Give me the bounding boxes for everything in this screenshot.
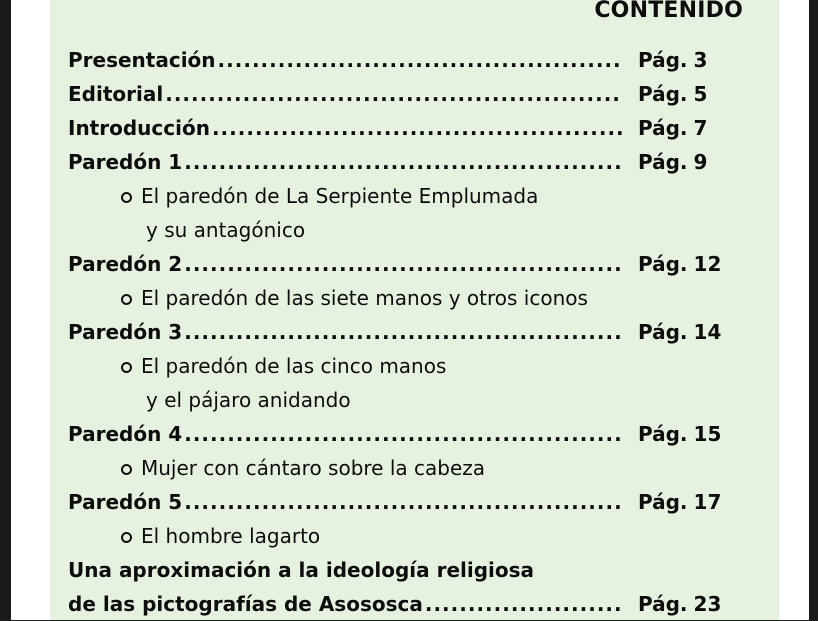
page-label: Pág. — [638, 150, 688, 174]
toc-entry — [68, 43, 728, 77]
dot-leader — [425, 587, 622, 621]
page-number: 5 — [693, 82, 708, 106]
toc-entry — [68, 587, 728, 621]
dot-leader — [165, 77, 622, 111]
page-reference — [624, 43, 728, 77]
page-label: Pág. — [638, 82, 688, 106]
circle-bullet-icon — [121, 362, 132, 373]
toc-entry-title: Presentación — [68, 48, 216, 72]
dot-leader — [184, 485, 622, 519]
toc-entry-title: Paredón 5 — [68, 490, 183, 514]
page-label: Pág. — [638, 490, 688, 514]
page-number: 3 — [693, 48, 708, 72]
circle-bullet-icon — [121, 294, 132, 305]
page-label: Pág. — [638, 592, 688, 616]
circle-bullet-icon — [121, 192, 132, 203]
toc-subentry-continuation: y el pájaro anidando — [146, 388, 351, 412]
page-label: Pág. — [638, 252, 688, 276]
page-label: Pág. — [638, 48, 688, 72]
page-reference — [624, 485, 728, 519]
toc-subentry-text: El paredón de las cinco manos — [141, 354, 447, 378]
toc-subentry-text: Mujer con cántaro sobre la cabeza — [141, 456, 486, 480]
page-number: 14 — [693, 320, 722, 344]
toc-subentry-text: El hombre lagarto — [141, 524, 321, 548]
toc-subentry — [68, 281, 728, 315]
page-number: 7 — [693, 116, 708, 140]
dot-leader — [212, 111, 622, 145]
page-reference — [624, 77, 728, 111]
page-number: 12 — [693, 252, 722, 276]
left-border — [0, 0, 11, 620]
right-border — [809, 0, 818, 620]
circle-bullet-icon — [121, 464, 132, 475]
toc-entry-title: Paredón 1 — [68, 150, 183, 174]
circle-bullet-icon — [121, 532, 132, 543]
toc-entry-title: Editorial — [68, 82, 164, 106]
toc-subentry — [68, 179, 728, 213]
toc-entry-title: de las pictografías de Asososca — [68, 592, 423, 616]
toc-entry-title: Paredón 2 — [68, 252, 183, 276]
dot-leader — [184, 315, 622, 349]
toc-entry-title: Paredón 4 — [68, 422, 183, 446]
page-number: 17 — [693, 490, 722, 514]
toc-entry-title: Introducción — [68, 116, 210, 140]
page-reference — [624, 417, 728, 451]
dot-leader — [218, 43, 622, 77]
toc-entry-line: Una aproximación a la ideología religiosa — [68, 558, 535, 582]
toc-entry — [68, 77, 728, 111]
contents-heading: CONTENIDO — [594, 0, 743, 23]
toc-subentry-continuation: y su antagónico — [146, 218, 306, 242]
page-number: 23 — [693, 592, 722, 616]
toc-entry — [68, 145, 728, 179]
toc-subentry — [68, 349, 728, 383]
toc-entry — [68, 111, 728, 145]
page-reference — [624, 145, 728, 179]
toc-entry — [68, 247, 728, 281]
toc-subentry-text: El paredón de La Serpiente Emplumada — [141, 184, 539, 208]
toc-subentry — [68, 519, 728, 553]
page-reference — [624, 315, 728, 349]
dot-leader — [184, 247, 622, 281]
dot-leader — [184, 145, 622, 179]
toc-subentry — [68, 451, 728, 485]
toc-entry — [68, 485, 728, 519]
page-number: 15 — [693, 422, 722, 446]
dot-leader — [184, 417, 622, 451]
page-label: Pág. — [638, 116, 688, 140]
toc-entry — [68, 315, 728, 349]
page-number: 9 — [693, 150, 708, 174]
toc-entry-title: Paredón 3 — [68, 320, 183, 344]
page-label: Pág. — [638, 422, 688, 446]
table-of-contents — [68, 43, 728, 621]
page-reference — [624, 587, 728, 621]
page-reference — [624, 111, 728, 145]
toc-subentry-text: El paredón de las siete manos y otros iconos — [141, 286, 588, 310]
page-label: Pág. — [638, 320, 688, 344]
toc-entry — [68, 417, 728, 451]
page-reference — [624, 247, 728, 281]
